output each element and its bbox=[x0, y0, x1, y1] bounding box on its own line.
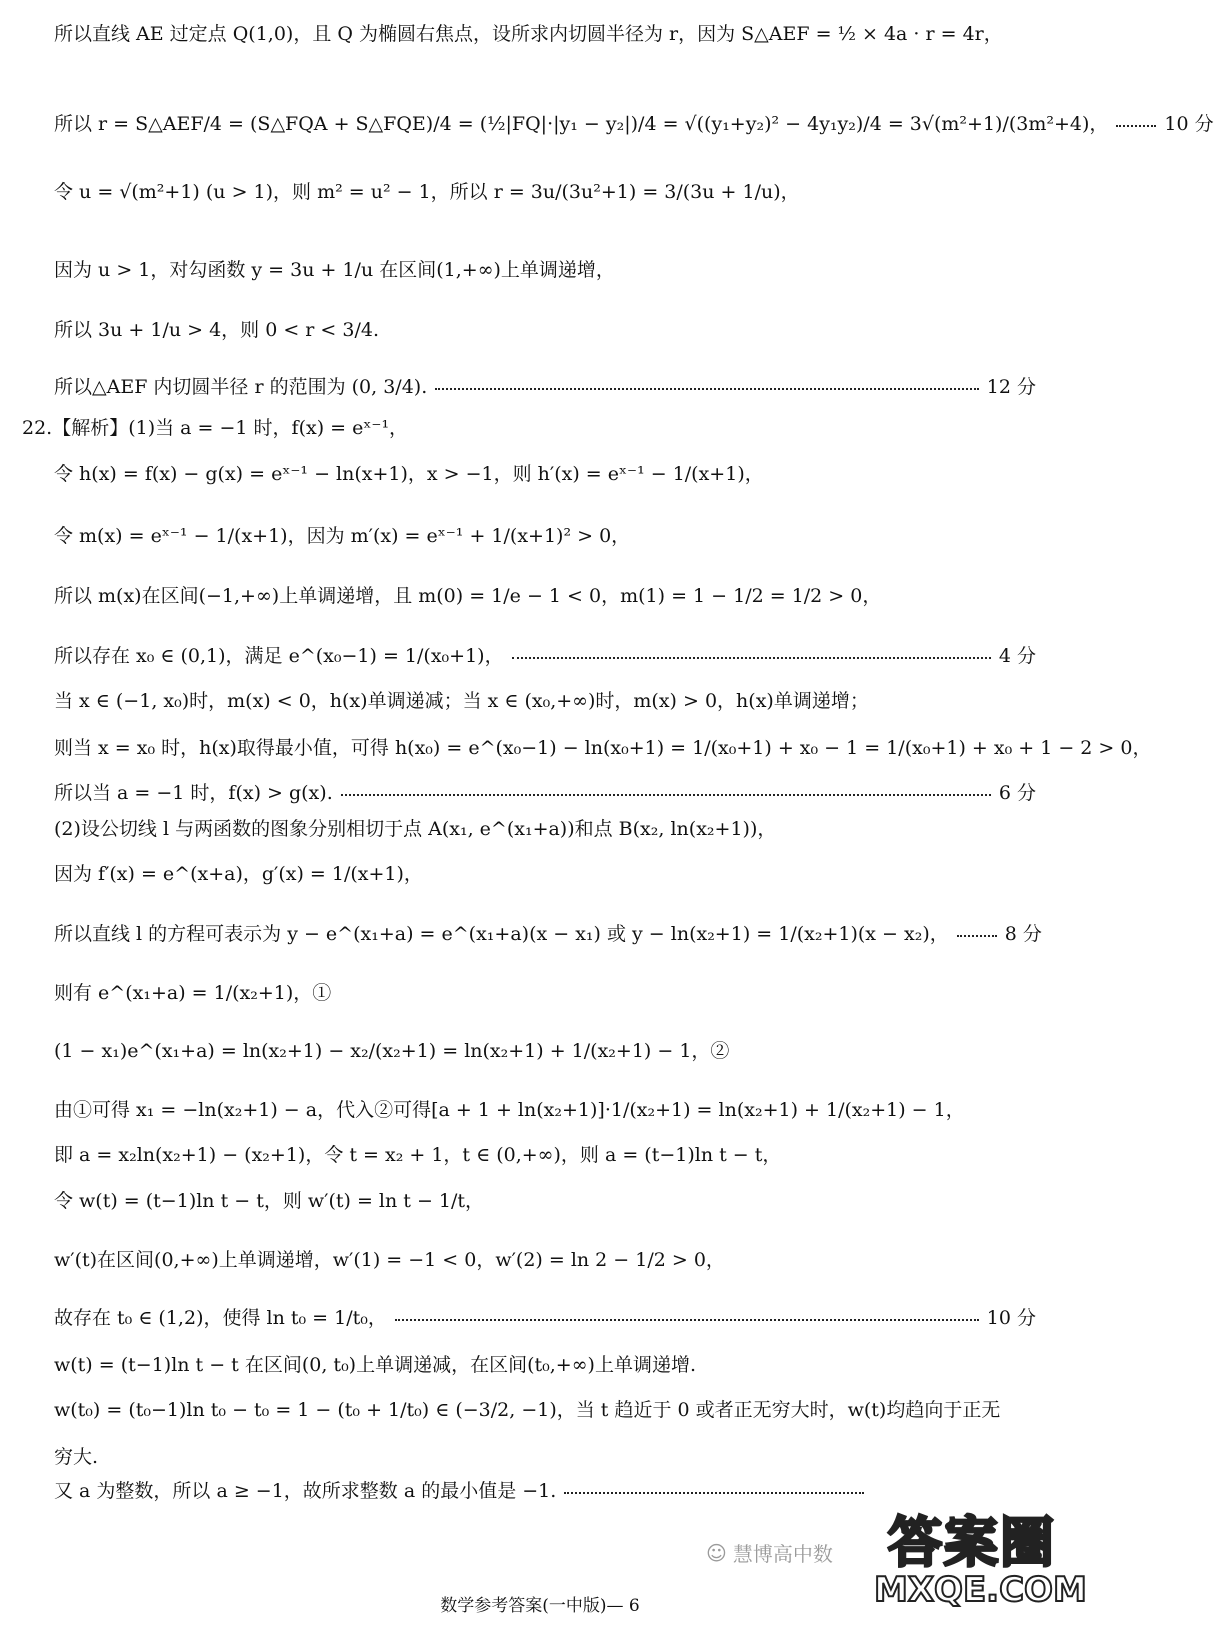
solution-line bbox=[54, 1398, 1036, 1422]
leader-dots bbox=[1116, 125, 1156, 127]
solution-line bbox=[54, 180, 1036, 204]
score-label: 12 分 bbox=[986, 376, 1036, 398]
leader-dots bbox=[435, 388, 979, 390]
solution-line bbox=[54, 584, 1036, 608]
solution-line-text: 因为 f′(x) = e^(x+a)，g′(x) = 1/(x+1)， bbox=[54, 863, 423, 885]
score-label: 8 分 bbox=[1004, 923, 1042, 945]
solution-line bbox=[54, 1143, 1036, 1167]
solution-line-text: 所以 r = S△AEF/4 = (S△FQA + S△FQE)/4 = (½|FQ|·|y₁ − y₂|)/4 = √((y₁+y₂)² − 4y₁y₂)/4 = 3√(m²+1)/(3m²+4)， bbox=[54, 113, 1109, 135]
solution-line bbox=[54, 689, 1036, 713]
wechat-watermark-text: 慧博高中数 bbox=[732, 1542, 833, 1566]
leader-dots bbox=[395, 1319, 979, 1321]
solution-line-text: 所以存在 x₀ ∈ (0,1)，满足 e^(x₀−1) = 1/(x₀+1)， bbox=[54, 645, 504, 667]
solution-line bbox=[54, 112, 1214, 136]
solution-line-text: 22.【解析】(1)当 a = −1 时，f(x) = eˣ⁻¹， bbox=[22, 417, 409, 439]
solution-line bbox=[54, 644, 1036, 668]
solution-line bbox=[54, 462, 1036, 486]
solution-line-text: w(t) = (t−1)ln t − t 在区间(0, t₀)上单调递减，在区间(t₀,+∞)上单调递增. bbox=[54, 1354, 697, 1376]
solution-line bbox=[54, 1445, 1036, 1469]
solution-line bbox=[22, 416, 1036, 440]
solution-line-text: 令 u = √(m²+1) (u > 1)，则 m² = u² − 1，所以 r = 3u/(3u²+1) = 3/(3u + 1/u)， bbox=[54, 181, 800, 203]
wechat-icon: ☺ bbox=[706, 1540, 727, 1565]
score-label: 10 分 bbox=[1164, 113, 1214, 135]
solution-line-text: w′(t)在区间(0,+∞)上单调递增，w′(1) = −1 < 0，w′(2) = ln 2 − 1/2 > 0， bbox=[54, 1249, 725, 1271]
solution-line-text: 所以直线 l 的方程可表示为 y − e^(x₁+a) = e^(x₁+a)(x − x₁) 或 y − ln(x₂+1) = 1/(x₂+1)(x − x₂)， bbox=[54, 923, 949, 945]
site-logo-watermark bbox=[874, 1500, 1087, 1620]
solution-line bbox=[54, 1248, 1036, 1272]
leader-dots bbox=[341, 794, 991, 796]
solution-line-text: 穷大. bbox=[54, 1446, 99, 1468]
solution-line bbox=[54, 1189, 1036, 1213]
solution-line-text: 故存在 t₀ ∈ (1,2)，使得 ln t₀ = 1/t₀， bbox=[54, 1307, 387, 1329]
solution-line bbox=[54, 318, 1036, 342]
solution-line bbox=[54, 1353, 1036, 1377]
solution-line-text: (2)设公切线 l 与两函数的图象分别相切于点 A(x₁, e^(x₁+a))和点 B(x₂, ln(x₂+1))， bbox=[54, 818, 777, 840]
solution-line bbox=[54, 862, 1036, 886]
solution-line bbox=[54, 258, 1036, 282]
solution-line-text: 由①可得 x₁ = −ln(x₂+1) − a，代入②可得[a + 1 + ln(x₂+1)]·1/(x₂+1) = ln(x₂+1) + 1/(x₂+1) − 1， bbox=[54, 1099, 965, 1121]
solution-line-text: 因为 u > 1，对勾函数 y = 3u + 1/u 在区间(1,+∞)上单调递增， bbox=[54, 259, 615, 281]
solution-line-text: 所以 m(x)在区间(−1,+∞)上单调递增，且 m(0) = 1/e − 1 < 0，m(1) = 1 − 1/2 = 1/2 > 0， bbox=[54, 585, 882, 607]
solution-line bbox=[54, 524, 1036, 548]
solution-line-text: 所以△AEF 内切圆半径 r 的范围为 (0, 3/4). bbox=[54, 376, 428, 398]
solution-line bbox=[54, 375, 1036, 399]
wechat-watermark bbox=[706, 1538, 833, 1567]
solution-line-text: 又 a 为整数，所以 a ≥ −1，故所求整数 a 的最小值是 −1. bbox=[54, 1480, 557, 1502]
solution-line bbox=[54, 736, 1152, 760]
leader-dots bbox=[957, 935, 997, 937]
score-label: 6 分 bbox=[998, 782, 1036, 804]
solution-line-text: w(t₀) = (t₀−1)ln t₀ − t₀ = 1 − (t₀ + 1/t₀) ∈ (−3/2, −1)，当 t 趋近于 0 或者正无穷大时，w(t)均趋向于正无 bbox=[54, 1399, 1001, 1421]
solution-line bbox=[54, 1098, 1036, 1122]
solution-line-text: 所以当 a = −1 时，f(x) > g(x). bbox=[54, 782, 333, 804]
solution-line bbox=[54, 1039, 1036, 1063]
score-label: 10 分 bbox=[986, 1307, 1036, 1329]
solution-line-text: 令 m(x) = eˣ⁻¹ − 1/(x+1)，因为 m′(x) = eˣ⁻¹ + 1/(x+1)² > 0， bbox=[54, 525, 631, 547]
solution-line bbox=[54, 922, 1042, 946]
solution-line-text: (1 − x₁)e^(x₁+a) = ln(x₂+1) − x₂/(x₂+1) = ln(x₂+1) + 1/(x₂+1) − 1，② bbox=[54, 1040, 730, 1062]
solution-line-text: 令 h(x) = f(x) − g(x) = eˣ⁻¹ − ln(x+1)，x > −1，则 h′(x) = eˣ⁻¹ − 1/(x+1)， bbox=[54, 463, 764, 485]
leader-dots bbox=[512, 657, 991, 659]
leader-dots bbox=[564, 1492, 864, 1494]
solution-line-text: 令 w(t) = (t−1)ln t − t，则 w′(t) = ln t − 1/t， bbox=[54, 1190, 485, 1212]
solution-line-text: 所以直线 AE 过定点 Q(1,0)，且 Q 为椭圆右焦点，设所求内切圆半径为 r，因为 S△AEF = ½ × 4a · r = 4r， bbox=[54, 23, 1003, 45]
logo-title: 答案圈 bbox=[888, 1511, 1056, 1574]
solution-line bbox=[54, 981, 1036, 1005]
solution-line-text: 当 x ∈ (−1, x₀)时，m(x) < 0，h(x)单调递减；当 x ∈ (x₀,+∞)时，m(x) > 0，h(x)单调递增； bbox=[54, 690, 869, 712]
solution-line-text: 则当 x = x₀ 时，h(x)取得最小值，可得 h(x₀) = e^(x₀−1) − ln(x₀+1) = 1/(x₀+1) + x₀ − 1 = 1/(x₀+1) + x₀ + 1 − 2 > 0， bbox=[54, 737, 1152, 759]
solution-line bbox=[54, 22, 1036, 46]
solution-line-text: 则有 e^(x₁+a) = 1/(x₂+1)，① bbox=[54, 982, 332, 1004]
score-label: 4 分 bbox=[998, 645, 1036, 667]
solution-line bbox=[54, 817, 1036, 841]
page-footer: 数学参考答案(一中版)— 6 bbox=[440, 1596, 640, 1616]
solution-line-text: 所以 3u + 1/u > 4，则 0 < r < 3/4. bbox=[54, 319, 380, 341]
solution-line bbox=[54, 781, 1036, 805]
solution-line bbox=[54, 1306, 1036, 1330]
logo-url: MXQE.COM bbox=[874, 1570, 1087, 1610]
solution-line-text: 即 a = x₂ln(x₂+1) − (x₂+1)，令 t = x₂ + 1，t ∈ (0,+∞)，则 a = (t−1)ln t − t， bbox=[54, 1144, 782, 1166]
